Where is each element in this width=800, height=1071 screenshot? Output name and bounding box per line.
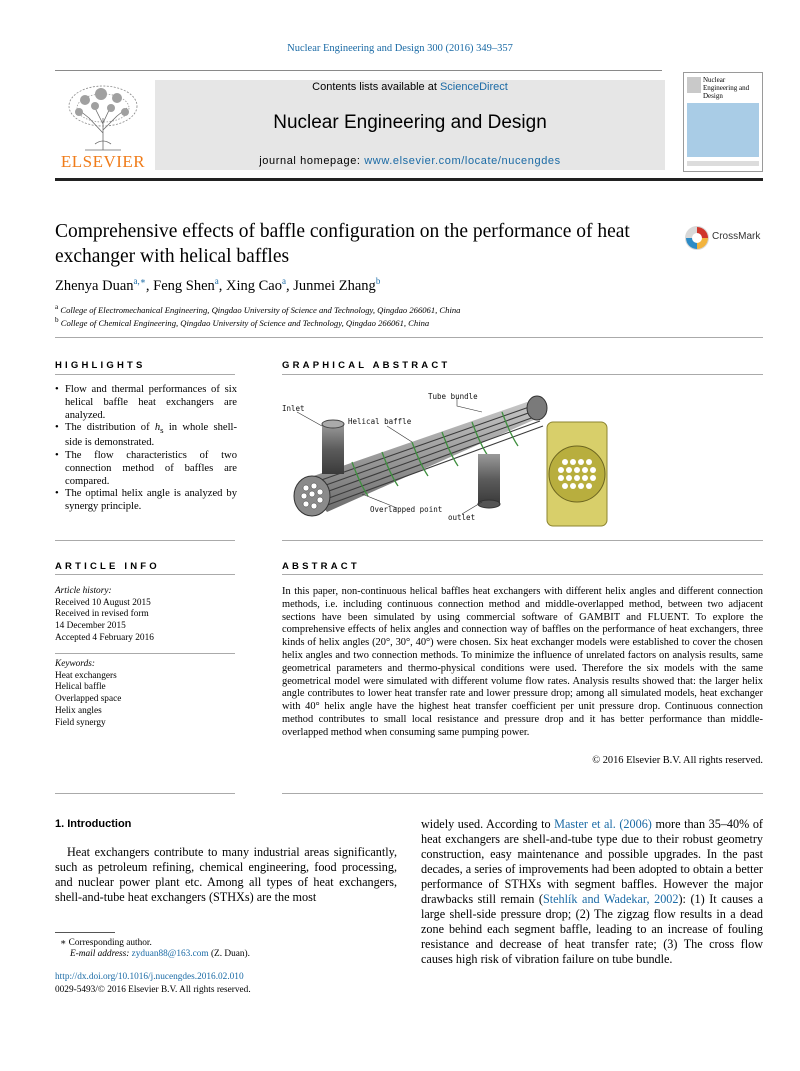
far-end-cap bbox=[527, 396, 547, 420]
crossmark-label[interactable]: CrossMark bbox=[712, 231, 761, 242]
article-title: Comprehensive effects of baffle configuration on the performance of heat exchanger with helical baffles bbox=[55, 221, 630, 267]
author-list bbox=[55, 276, 655, 295]
homepage-prefix: journal homepage: bbox=[259, 155, 365, 167]
journal-name: Nuclear Engineering and Design bbox=[273, 112, 547, 133]
label-tube-bundle: Tube bundle bbox=[428, 392, 478, 401]
baffle-cross-section bbox=[549, 446, 605, 502]
header-bottom-rule bbox=[55, 178, 763, 181]
history-line: 14 December 2015 bbox=[55, 621, 126, 632]
highlights-bottom-rule bbox=[55, 540, 235, 541]
history-line: Received in revised form bbox=[55, 609, 149, 620]
keyword: Field synergy bbox=[55, 717, 106, 728]
highlight-item: • Flow and thermal performances of six helical baffle heat exchangers are analyzed. bbox=[55, 384, 237, 422]
footnote-rule bbox=[55, 932, 115, 933]
author-email-link[interactable]: zyduan88@163.com bbox=[131, 949, 209, 959]
keywords-rule bbox=[55, 653, 235, 654]
email-note: E-mail address: zyduan88@163.com (Z. Duan). bbox=[70, 949, 250, 959]
journal-citation[interactable]: Nuclear Engineering and Design 300 (2016) 349–357 bbox=[287, 43, 513, 54]
section-divider bbox=[55, 337, 763, 338]
inlet-nozzle bbox=[322, 424, 344, 474]
keywords-label: Keywords: bbox=[55, 659, 95, 669]
publisher-wordmark: ELSEVIER bbox=[60, 152, 146, 171]
affiliation-a: $^a$ College of Electromechanical Engineering, Qingdao University of Science and Technology, Qingdao 266061, China bbox=[55, 303, 461, 315]
label-helical-baffle: Helical baffle bbox=[348, 417, 412, 426]
highlight-item: • The distribution of $h_s$ in whole shell-side is demonstrated. bbox=[55, 422, 237, 450]
keywords bbox=[55, 659, 235, 729]
keyword: Helix angles bbox=[55, 705, 102, 716]
contents-availability bbox=[155, 81, 665, 93]
article-info-rule bbox=[55, 574, 235, 575]
history-line: Received 10 August 2015 bbox=[55, 597, 151, 608]
corresponding-author-note: ∗ Corresponding author. bbox=[60, 938, 152, 948]
author-3[interactable]: Xing Cao$^a$, bbox=[226, 276, 294, 294]
highlight-item: • The optimal helix angle is analyzed by synergy principle. bbox=[55, 488, 237, 514]
header-top-rule bbox=[55, 70, 662, 71]
abstract-text: In this paper, non-continuous helical baffles heat exchangers with different helix angles and different connection methods, i.e. including continuous connection method and middle-overlapped method, between two adjacent sections have been simulated by using commercial software of GAMBIT and FLUENT. To explore the comprehensive effects of helix angles and connection way of baffles on the performance of heat exchangers, three kinds of helix angles (20°, 30°, 40°) were chosen. Six heat exchanger models were established to cover the chosen helix angles and two connection methods. To minimize the influence of unrelated factors on analysis results, same geometrical parameters and thermo-physical conditions were used. Therefore the six models with the same geometrical model were simulated with different volume flow rates. Analysis results showed that: the larger helix angle contributes to lower heat transfer rate and lower pressure drop; among all simulated models, heat exchanger with 40° helix angle have the highest heat transfer coefficient per unit pressure drop. Continuous connection method contributes to small local resistance and pressure drop and it has better performance than middle-overlapped method when consuming same pumping power. bbox=[282, 586, 763, 738]
body-column-right: widely used. According to Master et al. (2006) more than 35–40% of heat exchangers are shell-and-tube type due to their robust geometry construction, easy maintenance and possible upgrades. In the past decades, a series of improvements had been adopted to obtain a better performance of STHXs with segment baffles. However the major drawbacks still remain (Stehlík and Wadekar, 2002): (1) It causes a large shell-side pressure drop; (2) The zigzag flow results in a dead zone behind each segment baffle, leading to an increase of fouling resistance and decrease of heat transfer rate; (3) The cross flow causes high risk of vibration failure on tube bundle. bbox=[421, 817, 764, 966]
doi-link[interactable]: http://dx.doi.org/10.1016/j.nucengdes.2016.02.010 bbox=[55, 972, 244, 982]
label-inlet: Inlet bbox=[282, 404, 305, 413]
highlights-heading: HIGHLIGHTS bbox=[55, 360, 146, 371]
contents-prefix: Contents lists available at bbox=[312, 81, 440, 93]
abstract-rule bbox=[282, 574, 763, 575]
highlights-list bbox=[55, 384, 237, 514]
graphical-abstract-figure[interactable] bbox=[282, 384, 763, 534]
journal-homepage bbox=[155, 155, 665, 167]
author-1[interactable]: Zhenya Duan$^{a,∗}$, bbox=[55, 276, 154, 294]
outlet-nozzle bbox=[478, 454, 500, 504]
introduction-heading: 1. Introduction bbox=[55, 818, 132, 830]
highlights-rule bbox=[55, 374, 235, 375]
history-line: Accepted 4 February 2016 bbox=[55, 632, 154, 643]
graphical-abstract-rule bbox=[282, 374, 763, 375]
reference-link-master[interactable]: Master et al. (2006) bbox=[554, 817, 652, 831]
keyword: Overlapped space bbox=[55, 694, 122, 705]
affiliation-b: $^b$ College of Chemical Engineering, Qingdao University of Science and Technology, Qingdao 266061, China bbox=[55, 316, 430, 328]
cover-title: Nuclear Engineering and Design bbox=[703, 76, 750, 100]
sciencedirect-link[interactable]: ScienceDirect bbox=[439, 81, 508, 93]
reference-link-stehlik[interactable]: Stehlík and Wadekar, 2002 bbox=[542, 892, 679, 906]
keyword: Helical baffle bbox=[55, 682, 106, 693]
abstract-copyright: © 2016 Elsevier B.V. All rights reserved. bbox=[592, 755, 763, 766]
keyword: Heat exchangers bbox=[55, 670, 117, 681]
author-2[interactable]: Feng Shen$^a$, bbox=[153, 276, 227, 294]
history-label: Article history: bbox=[55, 586, 112, 596]
abstract-bottom-rule bbox=[282, 793, 763, 794]
graphical-abstract-bottom-rule bbox=[282, 540, 763, 541]
article-info-heading: ARTICLE INFO bbox=[55, 561, 160, 572]
abstract-heading: ABSTRACT bbox=[282, 561, 360, 572]
homepage-link[interactable]: www.elsevier.com/locate/nucengdes bbox=[364, 155, 561, 167]
article-info-bottom-rule bbox=[55, 793, 235, 794]
label-overlapped-point: Overlapped point bbox=[370, 505, 443, 514]
introduction-paragraph: Heat exchangers contribute to many industrial areas significantly, such as petroleum refining, chemical engineering, food processing, and nuclear power plant etc. Among all types of heat exchangers, shell-and-tube heat exchangers (STHXs) are the most bbox=[55, 845, 397, 904]
highlight-item: • The flow characteristics of two connection method of baffles are compared. bbox=[55, 450, 237, 488]
author-4[interactable]: Junmei Zhang$^b$ bbox=[293, 276, 381, 294]
article-history bbox=[55, 586, 235, 645]
issn-copyright: 0029-5493/© 2016 Elsevier B.V. All rights reserved. bbox=[55, 985, 251, 995]
graphical-abstract-heading: GRAPHICAL ABSTRACT bbox=[282, 360, 451, 371]
label-outlet: outlet bbox=[448, 513, 476, 522]
